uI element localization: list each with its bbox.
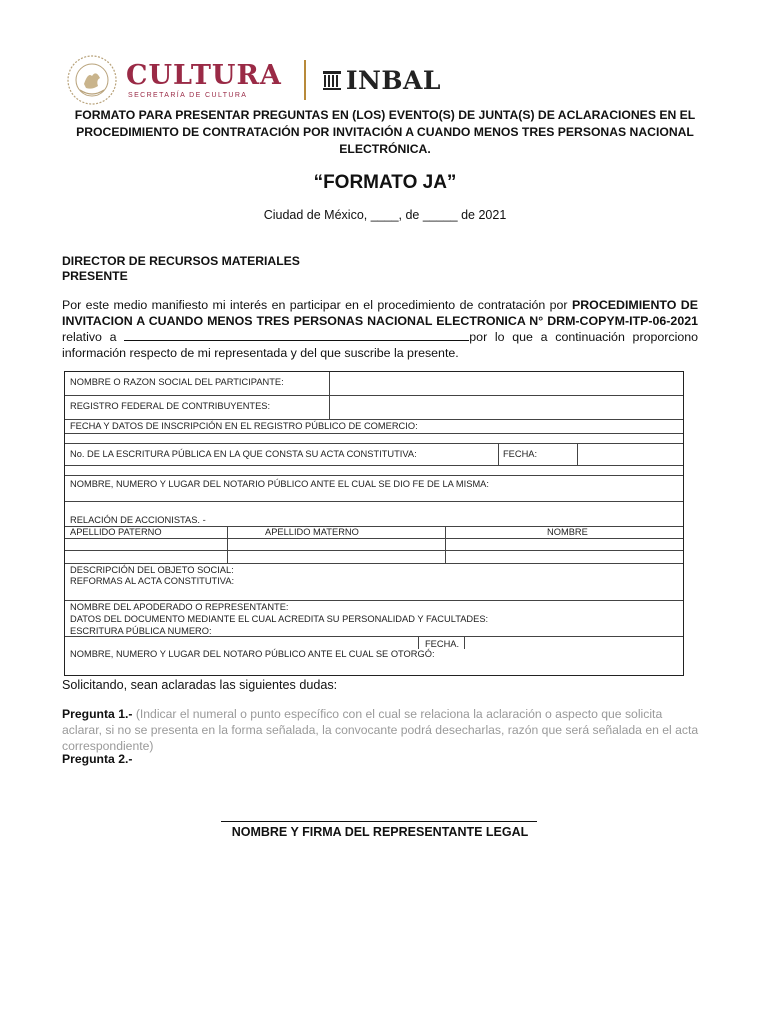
document-title: FORMATO PARA PRESENTAR PREGUNTAS EN (LOS) EVENTO(S) DE JUNTA(S) DE ACLARACIONES EN EL PROCEDIMIENTO DE CONTRATACIÓN POR INVITACIÓN A CUANDO MENOS TRES PERSONAS NACIONAL ELECTRÓNICA. bbox=[74, 108, 696, 156]
form-row-accionistas-header bbox=[65, 527, 683, 539]
solicitando-text: Solicitando, sean aclaradas las siguientes dudas: bbox=[62, 678, 338, 692]
reformas-label: REFORMAS AL ACTA CONSTITUTIVA: bbox=[70, 576, 235, 586]
signature-line bbox=[221, 821, 537, 822]
form-row-fecha-datos bbox=[65, 420, 683, 434]
addressee-presente: PRESENTE bbox=[62, 269, 128, 283]
apellido-materno-header: APELLIDO MATERNO bbox=[265, 527, 359, 537]
razon-social-field[interactable] bbox=[330, 372, 683, 395]
logo-divider bbox=[304, 60, 306, 100]
notario-label: NOMBRE, NUMERO Y LUGAR DEL NOTARIO PÚBLICO ANTE EL CUAL SE DIO FE DE LA MISMA: bbox=[70, 479, 489, 489]
pregunta-1-hint[interactable]: (Indicar el numeral o punto específico con el cual se relaciona la aclaración o aspecto que solicita aclarar, si no se presenta en la forma señalada, la convocante podrá desecharlas, razón que será señalada en el acta correspondiente) bbox=[62, 707, 699, 753]
inbal-building-icon bbox=[322, 69, 342, 91]
fecha-label: FECHA: bbox=[503, 449, 538, 459]
accionista-row[interactable] bbox=[65, 539, 683, 551]
intro-paragraph bbox=[62, 297, 698, 361]
escritura-label: No. DE LA ESCRITURA PÚBLICA EN LA QUE CONSTA SU ACTA CONSTITUTIVA: bbox=[70, 449, 417, 459]
fecha-field[interactable] bbox=[578, 444, 683, 465]
objeto-social-label: DESCRIPCIÓN DEL OBJETO SOCIAL: bbox=[70, 565, 234, 575]
form-row-notario2 bbox=[65, 649, 683, 661]
secretaria-logo-text: SECRETARÍA DE CULTURA bbox=[128, 91, 248, 99]
form-row-escritura-numero bbox=[65, 625, 683, 637]
rfc-label: REGISTRO FEDERAL DE CONTRIBUYENTES: bbox=[70, 401, 271, 411]
pregunta-1 bbox=[62, 706, 700, 754]
form-row-razon-social bbox=[65, 372, 683, 396]
form-row-objeto-social bbox=[65, 564, 683, 576]
accionista-row[interactable] bbox=[65, 551, 683, 564]
form-row-fecha2 bbox=[65, 637, 683, 649]
datos-documento-label: DATOS DEL DOCUMENTO MEDIANTE EL CUAL ACREDITA SU PERSONALIDAD Y FACULTADES: bbox=[70, 614, 489, 624]
form-row-rfc bbox=[65, 396, 683, 420]
header-logos bbox=[66, 50, 441, 110]
inbal-logo-text: INBAL bbox=[345, 65, 441, 95]
form-row-escritura bbox=[65, 444, 683, 466]
apoderado-label: NOMBRE DEL APODERADO O REPRESENTANTE: bbox=[70, 602, 289, 612]
signature-label: NOMBRE Y FIRMA DEL REPRESENTANTE LEGAL bbox=[231, 825, 529, 839]
formato-heading: “FORMATO JA” bbox=[313, 172, 457, 193]
form-row-accionistas bbox=[65, 502, 683, 527]
form-row-apoderado bbox=[65, 601, 683, 613]
cultura-logo-text: CULTURA bbox=[126, 59, 282, 91]
form-row-datos-documento bbox=[65, 613, 683, 625]
intro-text-1: Por este medio manifiesto mi interés en participar en el procedimiento de contratación por bbox=[62, 298, 572, 312]
apellido-paterno-header: APELLIDO PATERNO bbox=[70, 527, 162, 537]
pregunta-1-label: Pregunta 1.- bbox=[62, 707, 133, 721]
rfc-field[interactable] bbox=[330, 396, 683, 419]
addressee-block bbox=[62, 254, 300, 284]
form-row-reformas bbox=[65, 576, 683, 601]
form-row-fecha-datos-field[interactable] bbox=[65, 434, 683, 444]
date-line: Ciudad de México, ____, de _____ de 2021 bbox=[263, 208, 507, 222]
participant-form-table bbox=[64, 371, 684, 676]
eagle-seal-icon bbox=[66, 54, 118, 106]
nombre-header: NOMBRE bbox=[547, 527, 588, 537]
pregunta-2-label[interactable]: Pregunta 2.- bbox=[62, 752, 133, 766]
accionistas-label: RELACIÓN DE ACCIONISTAS. - bbox=[70, 515, 206, 525]
form-row-notario bbox=[65, 476, 683, 502]
notario2-label: NOMBRE, NUMERO Y LUGAR DEL NOTARO PÚBLICO ANTE EL CUAL SE OTORGÓ: bbox=[70, 649, 435, 659]
addressee-line: DIRECTOR DE RECURSOS MATERIALES bbox=[62, 254, 300, 268]
fecha-datos-label: FECHA Y DATOS DE INSCRIPCIÓN EN EL REGISTRO PÚBLICO DE COMERCIO: bbox=[70, 421, 418, 431]
razon-social-label: NOMBRE O RAZON SOCIAL DEL PARTICIPANTE: bbox=[70, 377, 284, 387]
intro-text-2: relativo a bbox=[62, 330, 125, 344]
intro-procedure-name: PROCEDIMIENTO DE INVITACION A CUANDO MENOS TRES PERSONAS NACIONAL ELECTRONICA N° DRM-COPYM-ITP-06-2021 bbox=[62, 298, 698, 328]
escritura-numero-label: ESCRITURA PÚBLICA NUMERO: bbox=[70, 626, 212, 636]
intro-text-3: por lo que a continuación proporciono información respecto de mi representada y del que suscribe la presente. bbox=[62, 330, 698, 360]
relativo-blank-field[interactable] bbox=[124, 329, 469, 341]
fecha2-label: FECHA. bbox=[425, 639, 460, 649]
form-row-spacer bbox=[65, 466, 683, 476]
